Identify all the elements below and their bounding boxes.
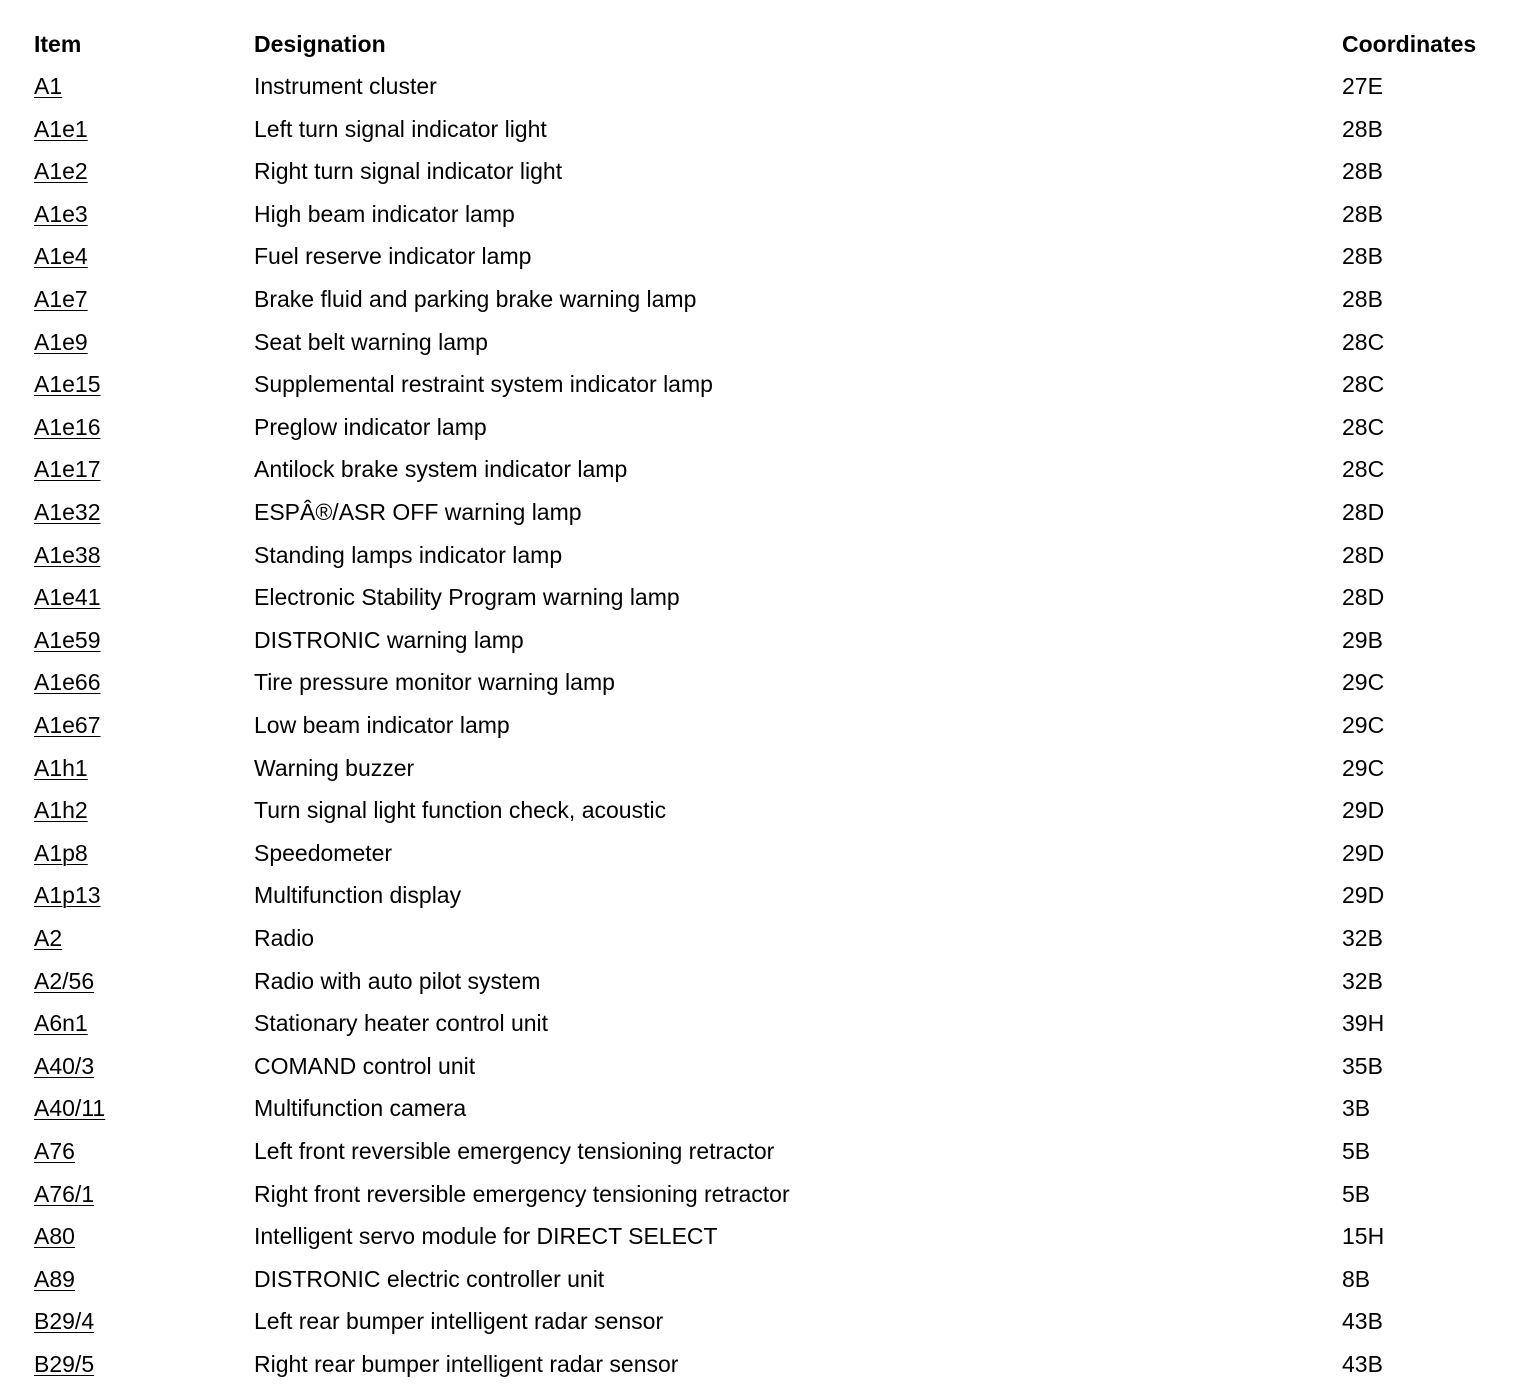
table-row (0, 1222, 1536, 1264)
table-row (0, 1052, 1536, 1094)
designation-cell: High beam indicator lamp (254, 200, 515, 227)
item-link[interactable]: A1e7 (34, 286, 88, 312)
table-row (0, 1137, 1536, 1179)
item-link[interactable]: A1p13 (34, 882, 101, 909)
coordinates-cell: 28C (1342, 456, 1385, 483)
item-link[interactable]: A1h2 (34, 797, 88, 824)
designation-cell: DISTRONIC electric controller unit (254, 1265, 605, 1292)
designation-cell: Antilock brake system indicator lamp (254, 456, 628, 483)
coordinates-cell: 28D (1342, 541, 1385, 568)
item-link[interactable]: A1e41 (34, 584, 101, 611)
item-link[interactable]: A1e17 (34, 456, 101, 483)
item-link[interactable]: A6n1 (34, 1010, 88, 1037)
coordinates-cell: 29D (1342, 797, 1385, 824)
coordinates-cell: 28D (1342, 584, 1385, 611)
coordinates-cell: 28B (1342, 286, 1383, 312)
item-link[interactable]: A40/11 (34, 1095, 106, 1122)
table-row (0, 711, 1536, 753)
item-link[interactable]: A2/56 (34, 967, 95, 994)
table-row (0, 115, 1536, 157)
table-row (0, 242, 1536, 284)
table-header-row (0, 30, 1536, 72)
item-link[interactable]: A76 (34, 1138, 75, 1164)
item-link[interactable]: A1e59 (34, 626, 101, 653)
designation-cell: DISTRONIC warning lamp (254, 626, 524, 653)
item-link[interactable]: A1 (34, 73, 63, 99)
designation-cell: Intelligent servo module for DIRECT SELECT (254, 1223, 718, 1250)
column-header-coordinates: Coordinates (1342, 31, 1477, 57)
coordinates-cell: 29D (1342, 882, 1385, 909)
designation-cell: Preglow indicator lamp (254, 413, 487, 440)
item-link[interactable]: B29/4 (34, 1308, 95, 1335)
designation-cell: Turn signal light function check, acoustic (254, 797, 667, 824)
table-row (0, 413, 1536, 455)
designation-cell: Low beam indicator lamp (254, 712, 510, 738)
item-link[interactable]: A1e32 (34, 499, 101, 525)
designation-cell: Brake fluid and parking brake warning lamp (254, 286, 697, 312)
item-link[interactable]: A1e4 (34, 243, 88, 270)
table-row (0, 839, 1536, 881)
item-link[interactable]: A76/1 (34, 1180, 95, 1207)
table-row (0, 881, 1536, 923)
item-link[interactable]: A1e3 (34, 200, 88, 227)
coordinates-cell: 29C (1342, 669, 1385, 696)
designation-cell: Supplemental restraint system indicator lamp (254, 371, 713, 398)
coordinates-cell: 15H (1342, 1223, 1385, 1250)
coordinates-cell: 28D (1342, 499, 1385, 525)
column-header-designation: Designation (254, 31, 386, 57)
item-link[interactable]: B29/5 (34, 1351, 95, 1377)
designation-cell: Right front reversible emergency tensioning retractor (254, 1180, 790, 1207)
coordinates-cell: 28C (1342, 328, 1385, 355)
item-link[interactable]: A1e2 (34, 158, 88, 185)
designation-cell: Radio with auto pilot system (254, 967, 541, 994)
table-row (0, 924, 1536, 966)
coordinates-cell: 5B (1342, 1180, 1371, 1207)
table-row (0, 1009, 1536, 1051)
designation-cell: Tire pressure monitor warning lamp (254, 669, 615, 696)
item-link[interactable]: A1e16 (34, 413, 101, 440)
coordinates-cell: 39H (1342, 1010, 1385, 1037)
table-row (0, 1265, 1536, 1307)
item-link[interactable]: A40/3 (34, 1052, 95, 1079)
designation-cell: Left front reversible emergency tensioning retractor (254, 1138, 775, 1164)
designation-cell: Seat belt warning lamp (254, 328, 488, 355)
coordinates-cell: 8B (1342, 1265, 1371, 1292)
designation-cell: Multifunction camera (254, 1095, 467, 1122)
designation-cell: Warning buzzer (254, 754, 415, 781)
table-row (0, 1094, 1536, 1136)
designation-cell: COMAND control unit (254, 1052, 476, 1079)
designation-cell: Instrument cluster (254, 73, 437, 99)
item-link[interactable]: A1e1 (34, 115, 88, 142)
designation-cell: Multifunction display (254, 882, 462, 909)
item-link[interactable]: A89 (34, 1265, 75, 1292)
table-row (0, 626, 1536, 668)
table-row (0, 200, 1536, 242)
coordinates-cell: 29D (1342, 839, 1385, 866)
column-header-item: Item (34, 31, 82, 57)
coordinates-cell: 28C (1342, 371, 1385, 398)
table-row (0, 1180, 1536, 1222)
coordinates-cell: 28B (1342, 115, 1383, 142)
table-row (0, 583, 1536, 625)
item-link[interactable]: A1e15 (34, 371, 101, 398)
coordinates-cell: 43B (1342, 1351, 1383, 1377)
table-row (0, 754, 1536, 796)
coordinates-cell: 28B (1342, 243, 1383, 270)
table-row (0, 668, 1536, 710)
table-row (0, 1307, 1536, 1349)
item-link[interactable]: A1e9 (34, 328, 88, 355)
item-link[interactable]: A2 (34, 925, 63, 951)
coordinates-cell: 5B (1342, 1138, 1371, 1164)
coordinates-cell: 29C (1342, 754, 1385, 781)
designation-cell: Fuel reserve indicator lamp (254, 243, 532, 270)
coordinates-cell: 35B (1342, 1052, 1383, 1079)
item-link[interactable]: A80 (34, 1223, 75, 1250)
coordinates-cell: 32B (1342, 967, 1383, 994)
table-row (0, 796, 1536, 838)
coordinates-cell: 3B (1342, 1095, 1371, 1122)
designation-cell: Radio (254, 925, 315, 951)
coordinates-cell: 32B (1342, 925, 1383, 951)
designation-cell: Right turn signal indicator light (254, 158, 563, 185)
coordinates-cell: 43B (1342, 1308, 1383, 1335)
coordinates-cell: 28B (1342, 200, 1383, 227)
coordinates-cell: 27E (1342, 73, 1383, 99)
table-row (0, 157, 1536, 199)
table-row (0, 328, 1536, 370)
table-row (0, 72, 1536, 114)
coordinates-cell: 28B (1342, 158, 1383, 185)
designation-cell: Right rear bumper intelligent radar sensor (254, 1351, 679, 1377)
item-link[interactable]: A1p8 (34, 839, 88, 866)
designation-cell: Left rear bumper intelligent radar sensor (254, 1308, 664, 1335)
table-row (0, 285, 1536, 327)
designation-cell: Left turn signal indicator light (254, 115, 547, 142)
designation-cell: Speedometer (254, 839, 393, 866)
table-row (0, 498, 1536, 540)
table-row (0, 1350, 1536, 1392)
table-row (0, 541, 1536, 583)
designation-cell: Electronic Stability Program warning lamp (254, 584, 680, 611)
coordinates-cell: 29B (1342, 626, 1383, 653)
table-row (0, 967, 1536, 1009)
item-link[interactable]: A1h1 (34, 754, 88, 781)
item-link[interactable]: A1e67 (34, 712, 101, 738)
table-row (0, 455, 1536, 497)
item-link[interactable]: A1e66 (34, 669, 101, 696)
item-link[interactable]: A1e38 (34, 541, 101, 568)
designation-cell: Standing lamps indicator lamp (254, 541, 563, 568)
table-row (0, 370, 1536, 412)
designation-cell: ESPÂ®/ASR OFF warning lamp (254, 499, 582, 525)
coordinates-cell: 29C (1342, 712, 1385, 738)
designation-cell: Stationary heater control unit (254, 1010, 549, 1037)
coordinates-cell: 28C (1342, 413, 1385, 440)
